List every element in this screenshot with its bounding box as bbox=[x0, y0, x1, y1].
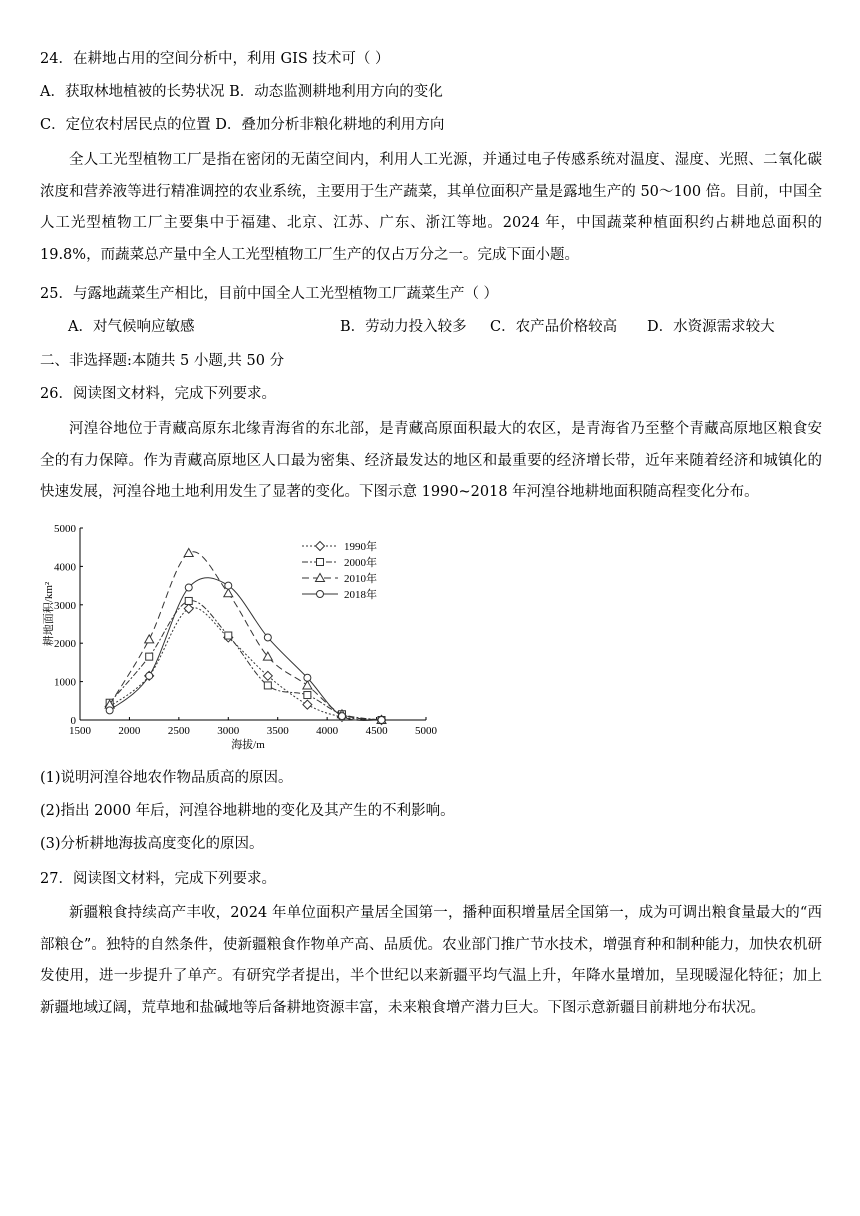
y-tick-label: 4000 bbox=[54, 561, 76, 574]
x-tick-label: 3500 bbox=[266, 725, 289, 737]
legend-label: 2018年 bbox=[344, 589, 377, 601]
y-tick-label: 0 bbox=[70, 715, 76, 727]
q25-stem: 25．与露地蔬菜生产相比，目前中国全人工光型植物工厂蔬菜生产（ ） bbox=[40, 286, 499, 302]
data-point bbox=[338, 713, 345, 720]
data-point bbox=[304, 692, 311, 699]
data-point bbox=[146, 672, 153, 679]
q26-sub2: (2)指出 2000 年后，河湟谷地耕地的变化及其产生的不利影响。 bbox=[40, 803, 455, 819]
data-point bbox=[303, 681, 312, 689]
data-point bbox=[263, 671, 272, 680]
x-tick-label: 1500 bbox=[69, 725, 91, 737]
legend-marker bbox=[317, 591, 324, 598]
q24-options-ab: A．获取林地植被的长势状况 B．动态监测耕地利用方向的变化 bbox=[40, 84, 443, 100]
q25-option-a: A．对气候响应敏感 bbox=[68, 319, 195, 335]
series-line bbox=[110, 578, 382, 721]
legend-marker bbox=[316, 542, 325, 551]
q26-stem: 26．阅读图文材料，完成下列要求。 bbox=[40, 386, 276, 402]
data-point bbox=[224, 589, 233, 597]
data-point bbox=[264, 682, 271, 689]
q27-passage: 新疆粮食持续高产丰收，2024 年单位面积产量居全国第一，播种面积增量居全国第一，成为可调出粮食量最大的“西部粮仓”。独特的自然条件，使新疆粮食作物单产高、品质优。农业部门推广节水技术，增强育种和制种能力，加快农机研发使用，进一步提升了单产。有研究学者提出，半个世纪以来新疆平均气温上升，年降水量增加，呈现暖湿化特征；加上新疆地域辽阔，荒草地和盐碱地等后备耕地资源丰富，未来粮食增产潜力巨大。下图示意新疆目前耕地分布状况。 bbox=[40, 905, 822, 1016]
elevation-cropland-chart bbox=[40, 516, 460, 756]
q25-option-b: B．劳动力投入较多 bbox=[340, 319, 467, 335]
legend-label: 1990年 bbox=[344, 541, 377, 553]
q25-passage: 全人工光型植物工厂是指在密闭的无菌空间内，利用人工光源，并通过电子传感系统对温度、湿度、光照、二氧化碳浓度和营养液等进行精准调控的农业系统，主要用于生产蔬菜，其单位面积产量是露地生产的 50～100 倍。目前，中国全人工光型植物工厂主要集中于福建、北京、江苏、广东、浙江等地。2024 年，中国蔬菜种植面积约占耕地总面积的 19.8%，而蔬菜总产量中全人工光型植物工厂生产的仅占万分之一。完成下面小题。 bbox=[40, 152, 822, 263]
data-point bbox=[264, 634, 271, 641]
q26-passage: 河湟谷地位于青藏高原东北缘青海省的东北部，是青藏高原面积最大的农区，是青海省乃至整个青藏高原地区粮食安全的有力保障。作为青藏高原地区人口最为密集、经济最发达的地区和最重要的经济增长带，近年来随着经济和城镇化的快速发展，河湟谷地土地利用发生了显著的变化。下图示意 1990~2018 年河湟谷地耕地面积随高程变化分布。 bbox=[40, 421, 822, 500]
y-tick-label: 1000 bbox=[54, 676, 76, 689]
series-line bbox=[110, 608, 382, 720]
y-tick-label: 2000 bbox=[54, 638, 76, 651]
data-point bbox=[146, 653, 153, 660]
data-point bbox=[184, 604, 193, 613]
x-tick-label: 5000 bbox=[415, 725, 437, 737]
legend-label: 2000年 bbox=[344, 557, 377, 569]
y-tick-label: 3000 bbox=[54, 599, 76, 612]
data-point bbox=[304, 674, 311, 681]
q24-options-cd: C．定位农村居民点的位置 D．叠加分析非粮化耕地的利用方向 bbox=[40, 117, 445, 133]
section-2-heading: 二、非选择题:本随共 5 小题,共 50 分 bbox=[40, 353, 285, 369]
x-tick-label: 2500 bbox=[167, 725, 190, 737]
q27-stem: 27．阅读图文材料，完成下列要求。 bbox=[40, 871, 276, 887]
q26-sub1: (1)说明河湟谷地农作物品质高的原因。 bbox=[40, 770, 293, 786]
data-point bbox=[106, 707, 113, 714]
data-point bbox=[185, 584, 192, 591]
y-axis-title: 耕地面积/km² bbox=[43, 581, 55, 647]
legend-marker bbox=[317, 559, 324, 566]
q26-sub3: (3)分析耕地海拔高度变化的原因。 bbox=[40, 836, 264, 852]
x-tick-label: 4500 bbox=[365, 725, 388, 737]
q25-option-c: C．农产品价格较高 bbox=[490, 319, 618, 335]
chart-legend bbox=[302, 539, 377, 601]
x-tick-label: 2000 bbox=[118, 725, 141, 737]
data-point bbox=[184, 548, 193, 556]
x-tick-label: 3000 bbox=[217, 725, 240, 737]
y-tick-label: 5000 bbox=[54, 523, 76, 535]
data-point bbox=[185, 597, 192, 604]
data-point bbox=[145, 635, 154, 643]
x-tick-label: 4000 bbox=[316, 725, 339, 737]
q25-option-d: D．水资源需求较大 bbox=[647, 319, 775, 335]
legend-label: 2010年 bbox=[344, 573, 377, 585]
data-point bbox=[225, 582, 232, 589]
x-axis-title: 海拔/m bbox=[231, 739, 265, 751]
series-2000年 bbox=[106, 597, 385, 723]
q25-options bbox=[68, 317, 775, 337]
q24-stem: 24．在耕地占用的空间分析中，利用 GIS 技术可（ ） bbox=[40, 51, 390, 67]
data-point bbox=[378, 717, 385, 724]
data-point bbox=[303, 700, 312, 709]
data-point bbox=[225, 632, 232, 639]
series-line bbox=[110, 552, 382, 720]
